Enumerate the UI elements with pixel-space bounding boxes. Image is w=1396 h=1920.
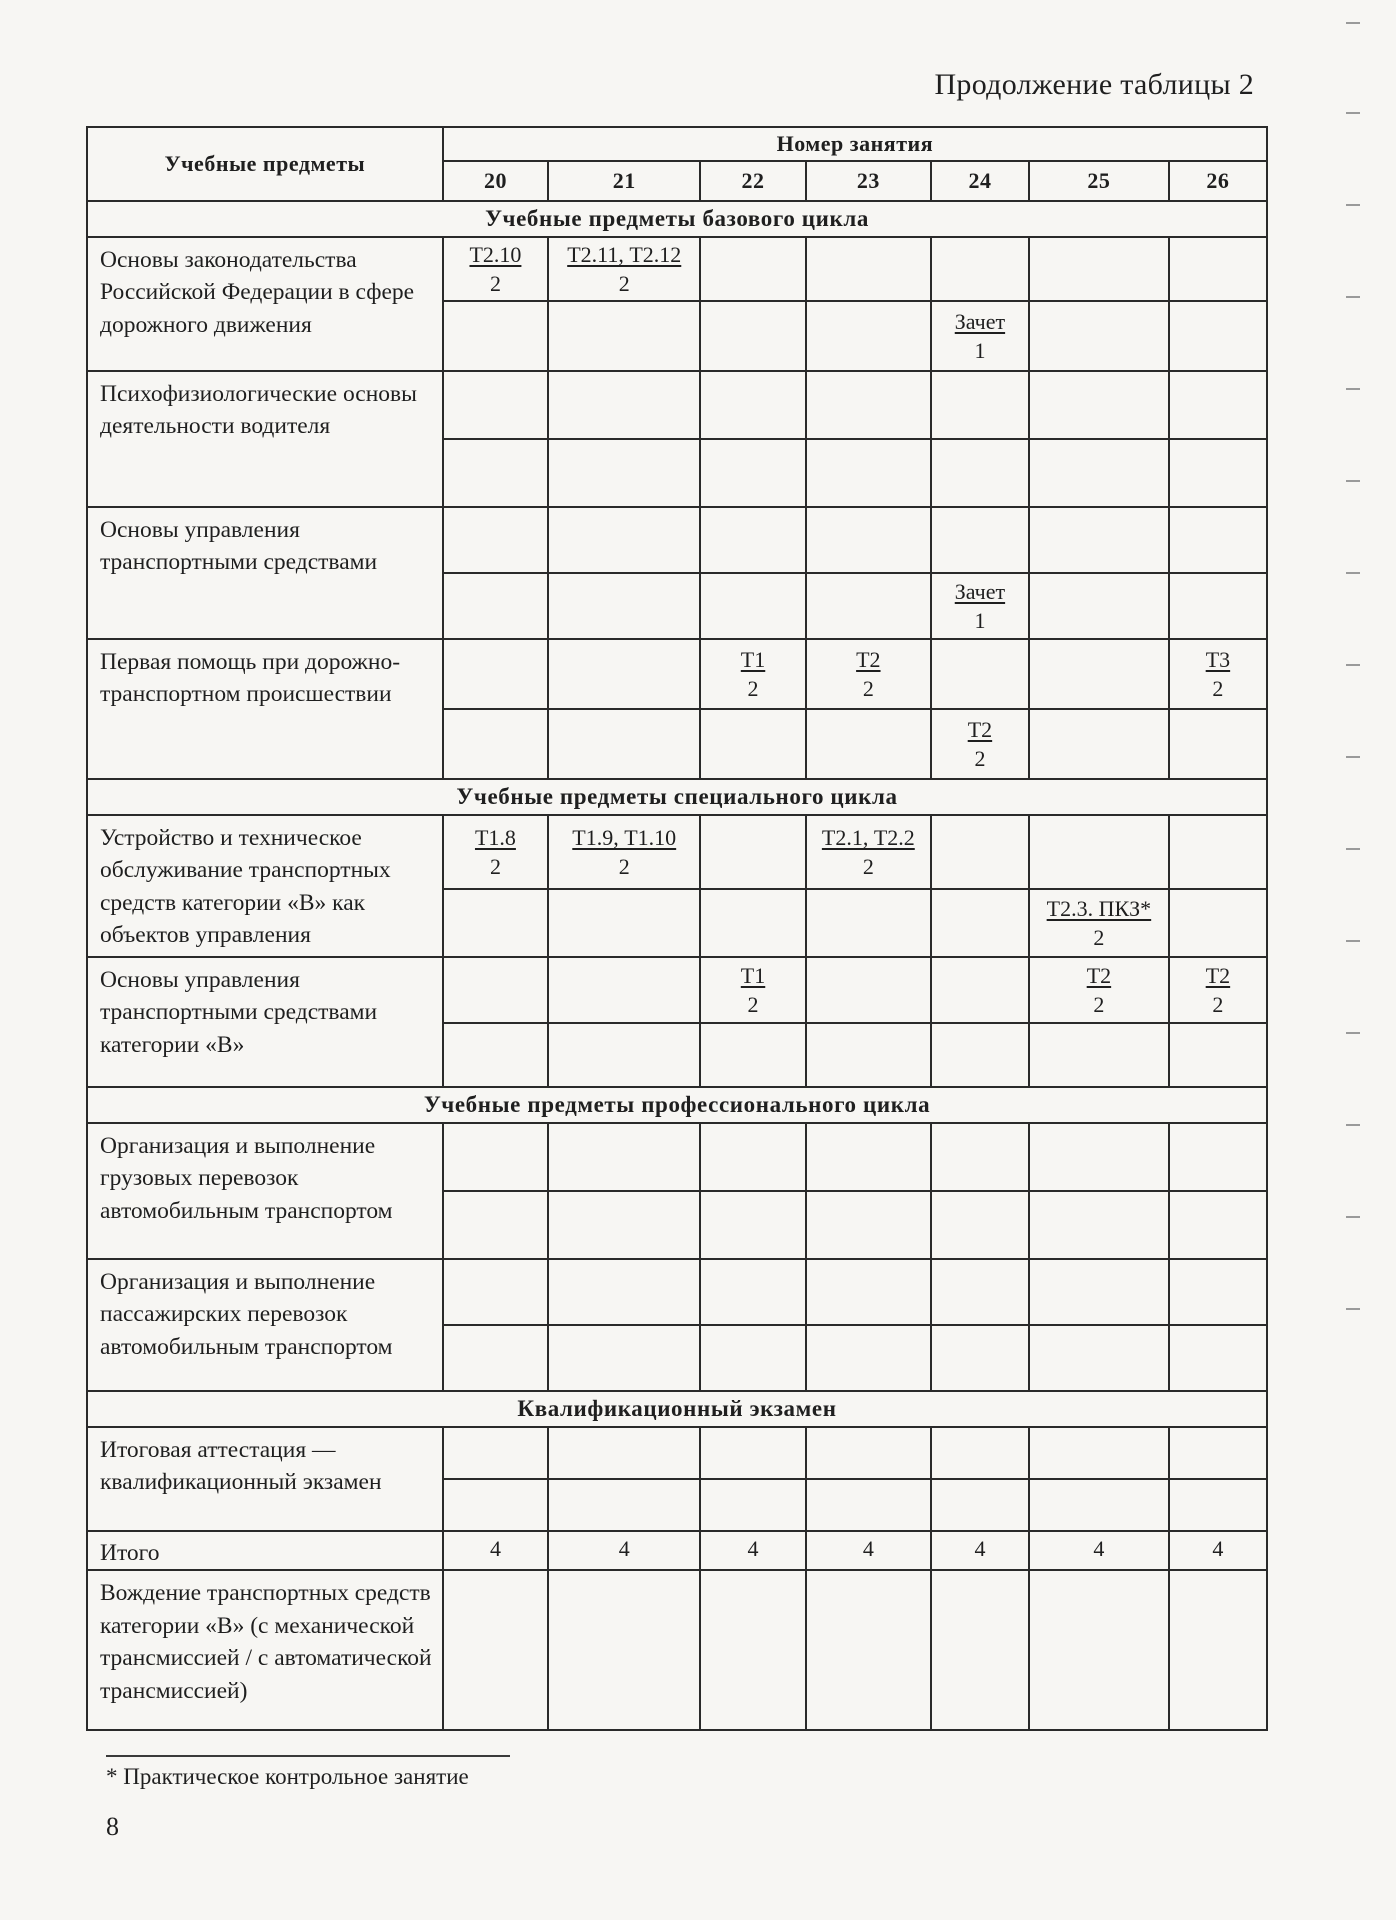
subject-final-exam: Итоговая аттестация — квалификационный экзамен [87,1427,443,1531]
table-cell [1169,1191,1267,1259]
table-cell [1029,301,1169,371]
table-cell [931,957,1029,1023]
table-cell [806,1191,931,1259]
table-cell: Т2 2 [931,709,1029,779]
subject-column-header: Учебные предметы [87,127,443,201]
table-cell [700,237,805,301]
table-cell [700,709,805,779]
table-cell [443,1570,548,1730]
table-cell [1169,1325,1267,1391]
table-cell [806,507,931,573]
table-cell [1169,573,1267,639]
table-cell [700,1123,805,1191]
subject-psychophysiology: Психофизиологические основы деятельности водителя [87,371,443,507]
table-cell [1029,1427,1169,1479]
table-cell [1169,371,1267,439]
table-cell [931,1123,1029,1191]
table-cell [1169,709,1267,779]
table-cell [931,1479,1029,1531]
table-cell [548,1427,700,1479]
table-cell [548,1191,700,1259]
table-cell [443,639,548,709]
footnote-divider [106,1755,510,1757]
table-cell [1029,1023,1169,1087]
table-cell [443,1023,548,1087]
table-cell: Т1.8 2 [443,815,548,889]
table-cell [548,1123,700,1191]
table-cell: Т2.1, Т2.2 2 [806,815,931,889]
table-cell [931,1427,1029,1479]
table-cell [700,507,805,573]
table-cell [700,301,805,371]
table-cell [443,709,548,779]
table-cell [443,1325,548,1391]
table-cell [1029,1479,1169,1531]
table-cell [806,1259,931,1325]
table-cell [1029,439,1169,507]
table-cell [806,1570,931,1730]
table-cell [443,1427,548,1479]
table-cell [1169,815,1267,889]
table-cell [443,371,548,439]
subject-cargo-transport: Организация и выполнение грузовых перевозок автомобильным транспортом [87,1123,443,1259]
subject-passenger-transport: Организация и выполнение пассажирских перевозок автомобильным транспортом [87,1259,443,1391]
table-cell [931,639,1029,709]
subject-vehicle-control-b: Основы управления транспортными средствами категории «В» [87,957,443,1087]
table-cell [443,507,548,573]
table-cell: Т2 2 [1029,957,1169,1023]
table-cell [548,439,700,507]
table-cell [548,573,700,639]
table-cell [443,1479,548,1531]
table-cell [806,237,931,301]
lesson-schedule-table [86,126,1268,1731]
table-cell [931,1023,1029,1087]
table-cell [1169,1427,1267,1479]
total-value: 4 [1169,1531,1267,1571]
table-cell [700,889,805,957]
table-cell [806,1325,931,1391]
section-header-base: Учебные предметы базового цикла [87,201,1267,237]
table-cell [548,1479,700,1531]
lesson-number: 26 [1169,161,1267,201]
table-cell [931,237,1029,301]
table-cell [1169,301,1267,371]
subject-law: Основы законодательства Российской Федерации в сфере дорожного движения [87,237,443,371]
table-cell [931,889,1029,957]
table-cell: Т1.9, Т1.10 2 [548,815,700,889]
table-cell [931,371,1029,439]
table-cell [548,889,700,957]
table-cell [443,1191,548,1259]
table-cell: Т2 2 [806,639,931,709]
lesson-number: 22 [700,161,805,201]
table-cell [700,1259,805,1325]
page-number: 8 [106,1812,119,1841]
table-cell [548,507,700,573]
table-cell [548,957,700,1023]
table-cell [806,573,931,639]
table-cell [1169,1123,1267,1191]
table-cell [548,639,700,709]
lesson-number: 24 [931,161,1029,201]
table-cell [443,1259,548,1325]
table-cell [700,815,805,889]
table-cell [548,1570,700,1730]
table-cell [931,1259,1029,1325]
table-cell [1169,439,1267,507]
table-cell [806,1123,931,1191]
table-cell [1169,1259,1267,1325]
table-cell [700,1023,805,1087]
table-cell [1029,1123,1169,1191]
table-continuation-title: Продолжение таблицы 2 [934,68,1254,101]
table-cell [443,573,548,639]
subject-driving: Вождение транспортных средств категории «В» (с механической трансмиссией / с автоматической трансмиссией) [87,1570,443,1730]
table-cell [1029,507,1169,573]
table-cell [806,371,931,439]
lesson-number: 23 [806,161,931,201]
table-cell [806,439,931,507]
table-cell [1169,1479,1267,1531]
table-cell [548,709,700,779]
table-cell [443,1123,548,1191]
lesson-number-header: Номер занятия [443,127,1267,161]
table-cell [1169,237,1267,301]
subject-first-aid: Первая помощь при дорожно-транспортном происшествии [87,639,443,779]
table-cell: Т1 2 [700,639,805,709]
table-cell [806,1427,931,1479]
table-cell [1029,1325,1169,1391]
table-cell [806,709,931,779]
total-value: 4 [931,1531,1029,1571]
section-header-exam: Квалификационный экзамен [87,1391,1267,1427]
table-cell [1029,639,1169,709]
table-cell [548,1325,700,1391]
table-cell [443,301,548,371]
table-cell [443,957,548,1023]
table-cell [1029,371,1169,439]
total-value: 4 [548,1531,700,1571]
lesson-number: 25 [1029,161,1169,201]
table-cell [700,1191,805,1259]
table-cell: Т3 2 [1169,639,1267,709]
margin-edge-marks [1336,0,1366,1920]
table-cell [806,957,931,1023]
table-cell [931,439,1029,507]
table-cell [931,1325,1029,1391]
table-cell [931,507,1029,573]
total-value: 4 [1029,1531,1169,1571]
table-cell [1029,1570,1169,1730]
table-cell [548,1259,700,1325]
table-cell [548,371,700,439]
table-cell [700,371,805,439]
table-cell [1029,237,1169,301]
table-cell [700,439,805,507]
table-cell: Т2.3. ПКЗ* 2 [1029,889,1169,957]
table-cell [700,573,805,639]
table-cell [931,1570,1029,1730]
subject-vehicle-control: Основы управления транспортными средствами [87,507,443,639]
lesson-number: 21 [548,161,700,201]
table-cell [931,1191,1029,1259]
table-cell [700,1479,805,1531]
total-label: Итого [87,1531,443,1571]
table-cell: Т2.11, Т2.12 2 [548,237,700,301]
table-cell [1169,1023,1267,1087]
table-cell [1169,1570,1267,1730]
table-cell [1029,1191,1169,1259]
table-cell [806,1479,931,1531]
table-cell: Т2.10 2 [443,237,548,301]
table-cell [931,815,1029,889]
table-cell [1029,709,1169,779]
table-cell [700,1570,805,1730]
table-cell [1029,815,1169,889]
table-cell [1029,1259,1169,1325]
section-header-professional: Учебные предметы профессионального цикла [87,1087,1267,1123]
table-cell [443,889,548,957]
table-cell [548,1023,700,1087]
table-cell [1169,507,1267,573]
lesson-number: 20 [443,161,548,201]
subject-vehicle-device: Устройство и техническое обслуживание транспортных средств категории «В» как объектов управления [87,815,443,957]
table-cell [548,301,700,371]
table-cell [700,1325,805,1391]
table-cell: Зачет 1 [931,301,1029,371]
total-value: 4 [443,1531,548,1571]
table-cell [1029,573,1169,639]
table-cell: Т1 2 [700,957,805,1023]
section-header-special: Учебные предметы специального цикла [87,779,1267,815]
table-cell [443,439,548,507]
total-value: 4 [806,1531,931,1571]
table-cell [700,1427,805,1479]
table-cell: Т2 2 [1169,957,1267,1023]
table-cell [1169,889,1267,957]
total-value: 4 [700,1531,805,1571]
table-cell [806,301,931,371]
table-cell [806,1023,931,1087]
table-cell [806,889,931,957]
table-cell: Зачет 1 [931,573,1029,639]
footnote: * Практическое контрольное занятие [106,1764,469,1789]
